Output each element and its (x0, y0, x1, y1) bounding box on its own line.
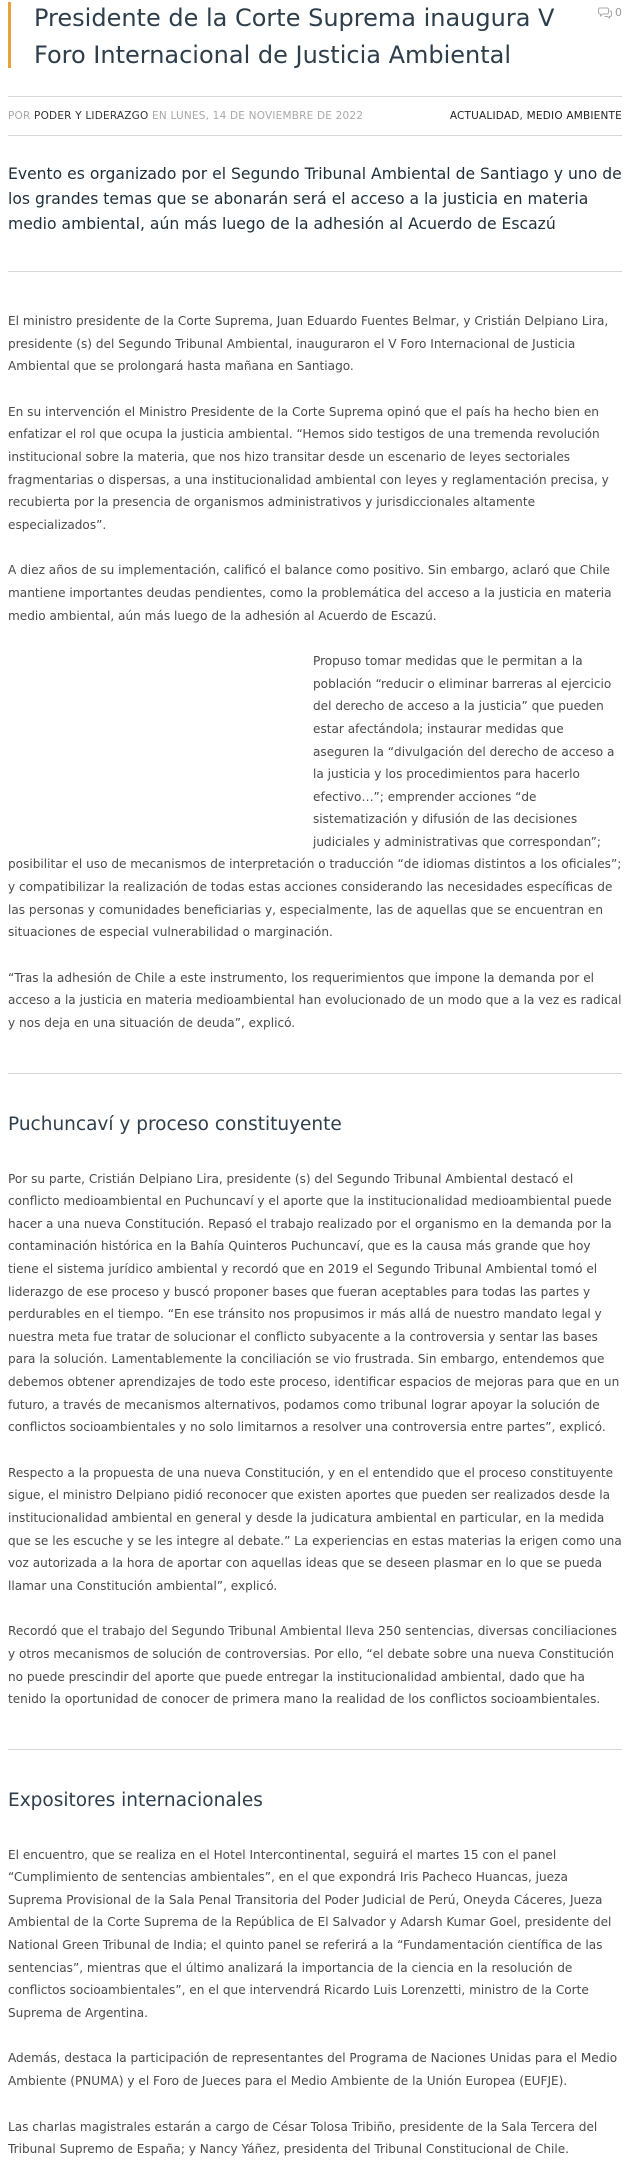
paragraph: Las charlas magistrales estarán a cargo de César Tolosa Tribiño, presidente de la Sala Tercera del Tribunal Supremo de España; y Nancy Yáñez, presidenta del Tribunal Constitucional de Chile. (8, 2119, 598, 2157)
divider (8, 135, 622, 136)
publish-date: EN LUNES, 14 DE NOVIEMBRE DE 2022 (152, 110, 364, 122)
article-lead: Evento es organizado por el Segundo Tribunal Ambiental de Santiago y uno de los grandes temas que se abonarán será el acceso a la justicia en materia medio ambiental, aún más luego de la adhesión al Acuerdo de Escazú (8, 162, 622, 272)
paragraph: El encuentro, que se realiza en el Hotel Intercontinental, seguirá el martes 15 con el panel “Cumplimiento de sentencias ambientales”, en el que expondrá Iris Pacheco Huancas, jueza Suprema Provisional de la Sala Penal Transitoria del Poder Judicial de Perú, Oneyda Cáceres, Jueza Ambiental de la Corte Suprema de la República de El Salvador y Adarsh Kumar Goel, presidente del National Green Tribunal de India; el quinto panel se referirá a la “Fundamentación científica de las sentencias”, mientras que el último analizará la importancia de la ciencia en la resolución de conflictos socioambientales”, en el que intervendrá Ricardo Luis Lorenzetti, ministro de la Corte Suprema de Argentina. (8, 1847, 612, 2020)
article-meta (0, 97, 630, 135)
category-link-medio-ambiente[interactable]: MEDIO AMBIENTE (526, 110, 622, 122)
byline-prefix: POR (8, 110, 31, 122)
paragraph: Propuso tomar medidas que le permitan a la población “reducir o eliminar barreras al ejercicio del derecho de acceso a la justicia” que pueden estar afectándola; instaurar medidas que aseguren la “divulgación del derecho de acceso a la justicia y los procedimientos para hacerlo efectivo…”; emprender acciones “de sistematización y difusión de las decisiones judiciales y administrativas que correspondan”; posibilitar el uso de mecanismos de interpretación o traducción “de idiomas distintos a los oficiales”; y compatibilizar la realización de todas estas acciones considerando las necesidades específicas de las personas y comunidades beneficiarias y, especialmente, las de aquellas que se encuentran en situaciones de especial vulnerabilidad o marginación. (8, 654, 622, 940)
section-heading-puchuncavi: Puchuncaví y proceso constituyente (8, 1113, 342, 1135)
category-link-actualidad[interactable]: ACTUALIDAD (449, 110, 520, 122)
comments-link[interactable] (598, 6, 622, 19)
paragraph: “Tras la adhesión de Chile a este instrumento, los requerimientos que impone la demanda por el acceso a la justicia en materia medioambiental han evolucionado de un modo que a la vez es radical y nos deja en una situación de deuda”, explicó. (8, 970, 622, 1031)
article-body (0, 272, 630, 2161)
category-separator: , (519, 110, 524, 122)
paragraph: Respecto a la propuesta de una nueva Constitución, y en el entendido que el proceso constituyente sigue, el ministro Delpiano pidió reconocer que existen aportes que pueden ser realizados desde la institucionalidad ambiental en general y desde la judicatura ambiental en particular, en la medida que se les escuche y se les integre al debate.” La experiencias en estas materias la erigen como una voz autorizada a la hora de aportar con aquellas ideas que se deseen plasmar en lo que se pueda llamar una Constitución ambiental”, explicó. (8, 1465, 622, 1593)
paragraph: El ministro presidente de la Corte Suprema, Juan Eduardo Fuentes Belmar, y Cristián Delpiano Lira, presidente (s) del Segundo Tribunal Ambiental, inauguraron el V Foro Internacional de Justicia Ambiental que se prolongará hasta mañana en Santiago. (8, 314, 609, 374)
section-heading-expositores: Expositores internacionales (8, 1789, 263, 1811)
author-link[interactable]: PODER Y LIDERAZGO (34, 110, 149, 122)
comment-count: 0 (615, 6, 622, 19)
image-placeholder (8, 650, 313, 853)
category-list (450, 110, 622, 122)
byline (8, 110, 363, 122)
paragraph: En su intervención el Ministro Presidente de la Corte Suprema opinó que el país ha hecho bien en enfatizar el rol que ocupa la justicia ambiental. “Hemos sido testigos de una tremenda revolución institucional sobre la materia, que nos hizo transitar desde un escenario de leyes sectoriales fragmentarias o dispersas, a una institucionalidad ambiental con leyes y reglamentación precisa, y recubierta por la presencia de organismos administrativos y jurisdiccionales altamente especializados”. (8, 404, 609, 532)
paragraph: Además, destaca la participación de representantes del Programa de Naciones Unidas para el Medio Ambiente (PNUMA) y el Foro de Jueces para el Medio Ambiente de la Unión Europea (EUFJE). (8, 2051, 618, 2089)
paragraph: A diez años de su implementación, calificó el balance como positivo. Sin embargo, aclaró que Chile mantiene importantes deudas pendientes, como la problemática del acceso a la justicia en materia medio ambiental, aún más luego de la adhesión al Acuerdo de Escazú. (8, 563, 612, 623)
comments-icon (598, 7, 612, 19)
article-title: Presidente de la Corte Suprema inaugura V Foro Internacional de Justicia Ambiental (34, 4, 555, 69)
title-accent-bar (8, 2, 11, 68)
paragraph: Recordó que el trabajo del Segundo Tribunal Ambiental lleva 250 sentencias, diversas conciliaciones y otros mecanismos de solución de controversias. Por ello, “el debate sobre una nueva Constitución no puede prescindir del aporte que puede entregar la institucionalidad ambiental, dado que ha tenido la oportunidad de conocer de primera mano la realidad de los conflictos socioambientales. (8, 1624, 617, 1707)
paragraph: Por su parte, Cristián Delpiano Lira, presidente (s) del Segundo Tribunal Ambiental destacó el conflicto medioambiental en Puchuncaví y el aporte que la institucionalidad medioambiental puede hacer a una nueva Constitución. Repasó el trabajo realizado por el organismo en la demanda por la contaminación histórica en la Bahía Quinteros Puchuncaví, que es la causa más grande que hoy tiene el sistema jurídico ambiental y recordó que en 2019 el Segundo Tribunal Ambiental tomó el liderazgo de ese proceso y buscó proponer bases que fueran aceptables para todas las partes y perdurables en el tiempo. “En ese tránsito nos propusimos ir más allá de nuestro mandato legal y nuestra meta fue tratar de solucionar el conflicto subyacente a la controversia y sentar las bases para la solución. Lamentablemente la conciliación se vio frustrada. Sin embargo, entendemos que debemos obtener aprendizajes de todo este proceso, identificar espacios de mejoras para que en un futuro, a través de mecanismos alternativos, podamos como tribunal lograr apoyar la solución de conflictos socioambientales y no solo limitarnos a resolver una controversia entre partes”, explicó. (8, 1171, 620, 1435)
title-row (0, 0, 630, 74)
